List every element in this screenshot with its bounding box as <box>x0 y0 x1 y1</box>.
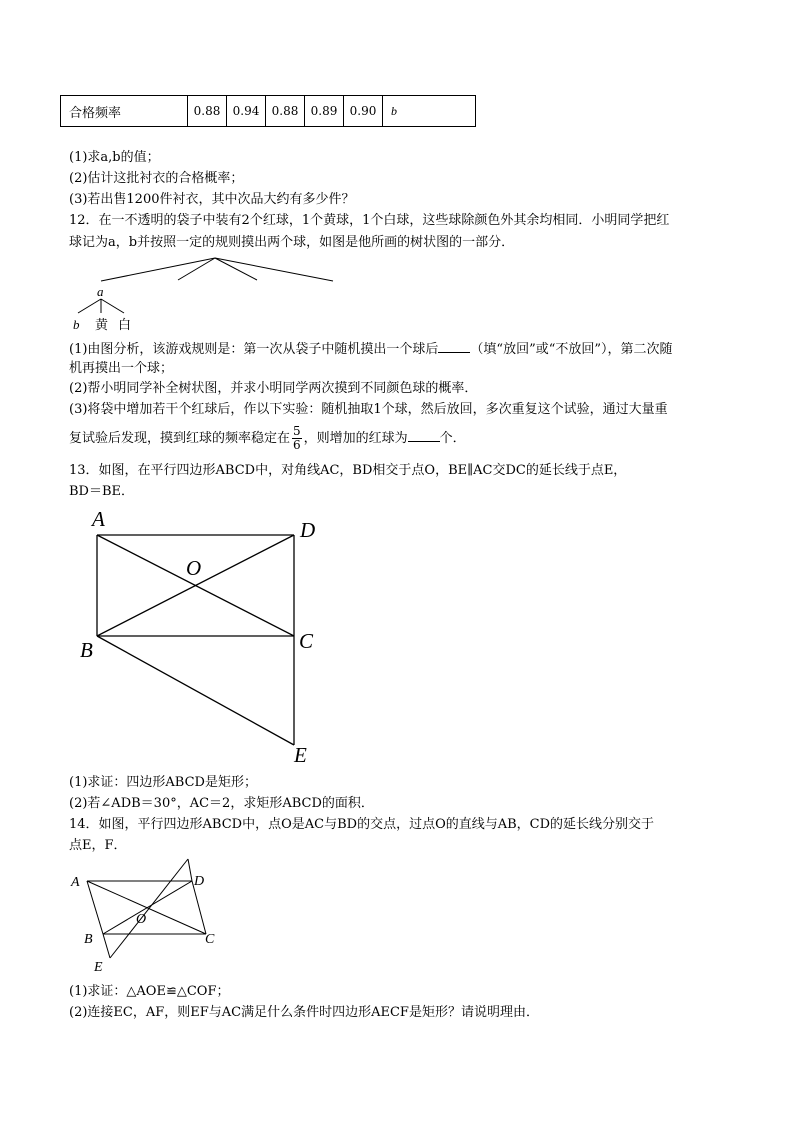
q12-part1-line2: 机再摸出一个球； <box>69 361 174 376</box>
q12-part1-line1 <box>69 340 673 358</box>
q12-part1-text-a: (1)由图分析，该游戏规则是：第一次从袋子中随机摸出一个球后 <box>69 342 439 357</box>
q13-intro-line2: BD＝BE． <box>69 484 135 499</box>
table-row <box>61 96 476 127</box>
table-cell: 0.89 <box>305 96 344 127</box>
table-cell-b: b <box>383 96 476 127</box>
q11-part2: (2)估计这批衬衣的合格概率； <box>69 171 244 186</box>
q12-part3-text-b: ，则增加的红球为 <box>303 431 408 446</box>
table-cell: 0.88 <box>188 96 227 127</box>
q12-part3-text-c: 个． <box>439 431 466 446</box>
table-cell: 0.94 <box>227 96 266 127</box>
diagonal-AC <box>87 881 206 934</box>
tree-branch <box>101 299 124 313</box>
q12-part2: (2)帮小明同学补全树状图，并求小明同学两次摸到不同颜色球的概率． <box>69 381 478 396</box>
table-cell: 0.90 <box>344 96 383 127</box>
extension-BE <box>103 934 110 958</box>
tree-leaf-b: b <box>73 317 80 332</box>
point-D-label: D <box>194 874 205 889</box>
point-C-label: C <box>205 932 215 947</box>
answer-blank <box>408 429 440 442</box>
tree-leaf-yellow: 黄 <box>95 318 109 333</box>
q11-part1: (1)求a,b的值； <box>69 150 160 165</box>
segment-BE <box>97 636 294 745</box>
point-O-label: O <box>136 912 147 927</box>
point-D-label: D <box>300 518 316 542</box>
point-A-label: A <box>71 875 80 890</box>
line-EF <box>110 859 188 958</box>
q13-intro-line1: 13．如图，在平行四边形ABCD中，对角线AC，BD相交于点O，BE∥AC交DC的延长线于点E， <box>69 463 627 478</box>
q11-part3: (3)若出售1200件衬衣，其中次品大约有多少件？ <box>69 192 355 207</box>
tree-node-a: a <box>97 284 104 299</box>
q14-figure <box>65 855 230 977</box>
q12-intro-line2: 球记为a，b并按照一定的规则摸出两个球，如图是他所画的树状图的一部分． <box>69 235 515 250</box>
pass-rate-table <box>60 95 476 127</box>
q14-intro-line1: 14．如图，平行四边形ABCD中，点O是AC与BD的交点，过点O的直线与AB，CD的延长线分别交于 <box>69 817 655 832</box>
tree-leaf-white: 白 <box>118 318 132 333</box>
point-O-label: O <box>186 556 202 580</box>
answer-blank <box>438 340 470 353</box>
diagonal-BD <box>103 881 192 934</box>
fraction <box>292 425 302 452</box>
point-E-label: E <box>94 960 103 975</box>
q14-intro-line2: 点E，F． <box>69 838 127 853</box>
fraction-denominator: 6 <box>293 438 301 452</box>
q13-part2: (2)若∠ADB＝30°，AC＝2，求矩形ABCD的面积． <box>69 796 374 811</box>
q12-part3-line2 <box>69 424 466 454</box>
fraction-numerator: 5 <box>293 424 301 438</box>
q12-part1-text-b: （填“放回”或“不放回”），第二次随 <box>470 342 673 357</box>
q12-part3-line1: (3)将袋中增加若干个红球后，作以下实验：随机抽取1个球，然后放回，多次重复这个试验，通过大量重 <box>69 402 668 417</box>
point-E-label: E <box>294 743 307 767</box>
q12-intro-line1: 12．在一不透明的袋子中装有2个红球，1个黄球，1个白球，这些球除颜色外其余均相同．小明同学把红 <box>69 213 670 228</box>
point-A-label: A <box>92 507 105 531</box>
tree-branch <box>215 258 333 281</box>
point-B-label: B <box>80 638 93 662</box>
table-label-cell: 合格频率 <box>61 96 188 127</box>
q13-figure <box>70 505 330 770</box>
point-B-label: B <box>84 932 93 947</box>
point-C-label: C <box>299 629 314 653</box>
tree-branch <box>78 299 101 313</box>
segment-AB <box>87 881 103 934</box>
q13-part1: (1)求证：四边形ABCD是矩形； <box>69 775 257 790</box>
tree-branch <box>101 258 215 281</box>
q12-part3-text-a: 复试验后发现，摸到红球的频率稳定在 <box>69 431 291 446</box>
tree-branch <box>215 258 257 280</box>
extension-DF <box>188 859 192 881</box>
tree-diagram <box>60 255 360 335</box>
table-cell: 0.88 <box>266 96 305 127</box>
q14-part2: (2)连接EC，AF，则EF与AC满足什么条件时四边形AECF是矩形？请说明理由． <box>69 1005 539 1020</box>
q14-part1: (1)求证：△AOE≌△COF； <box>69 984 230 999</box>
